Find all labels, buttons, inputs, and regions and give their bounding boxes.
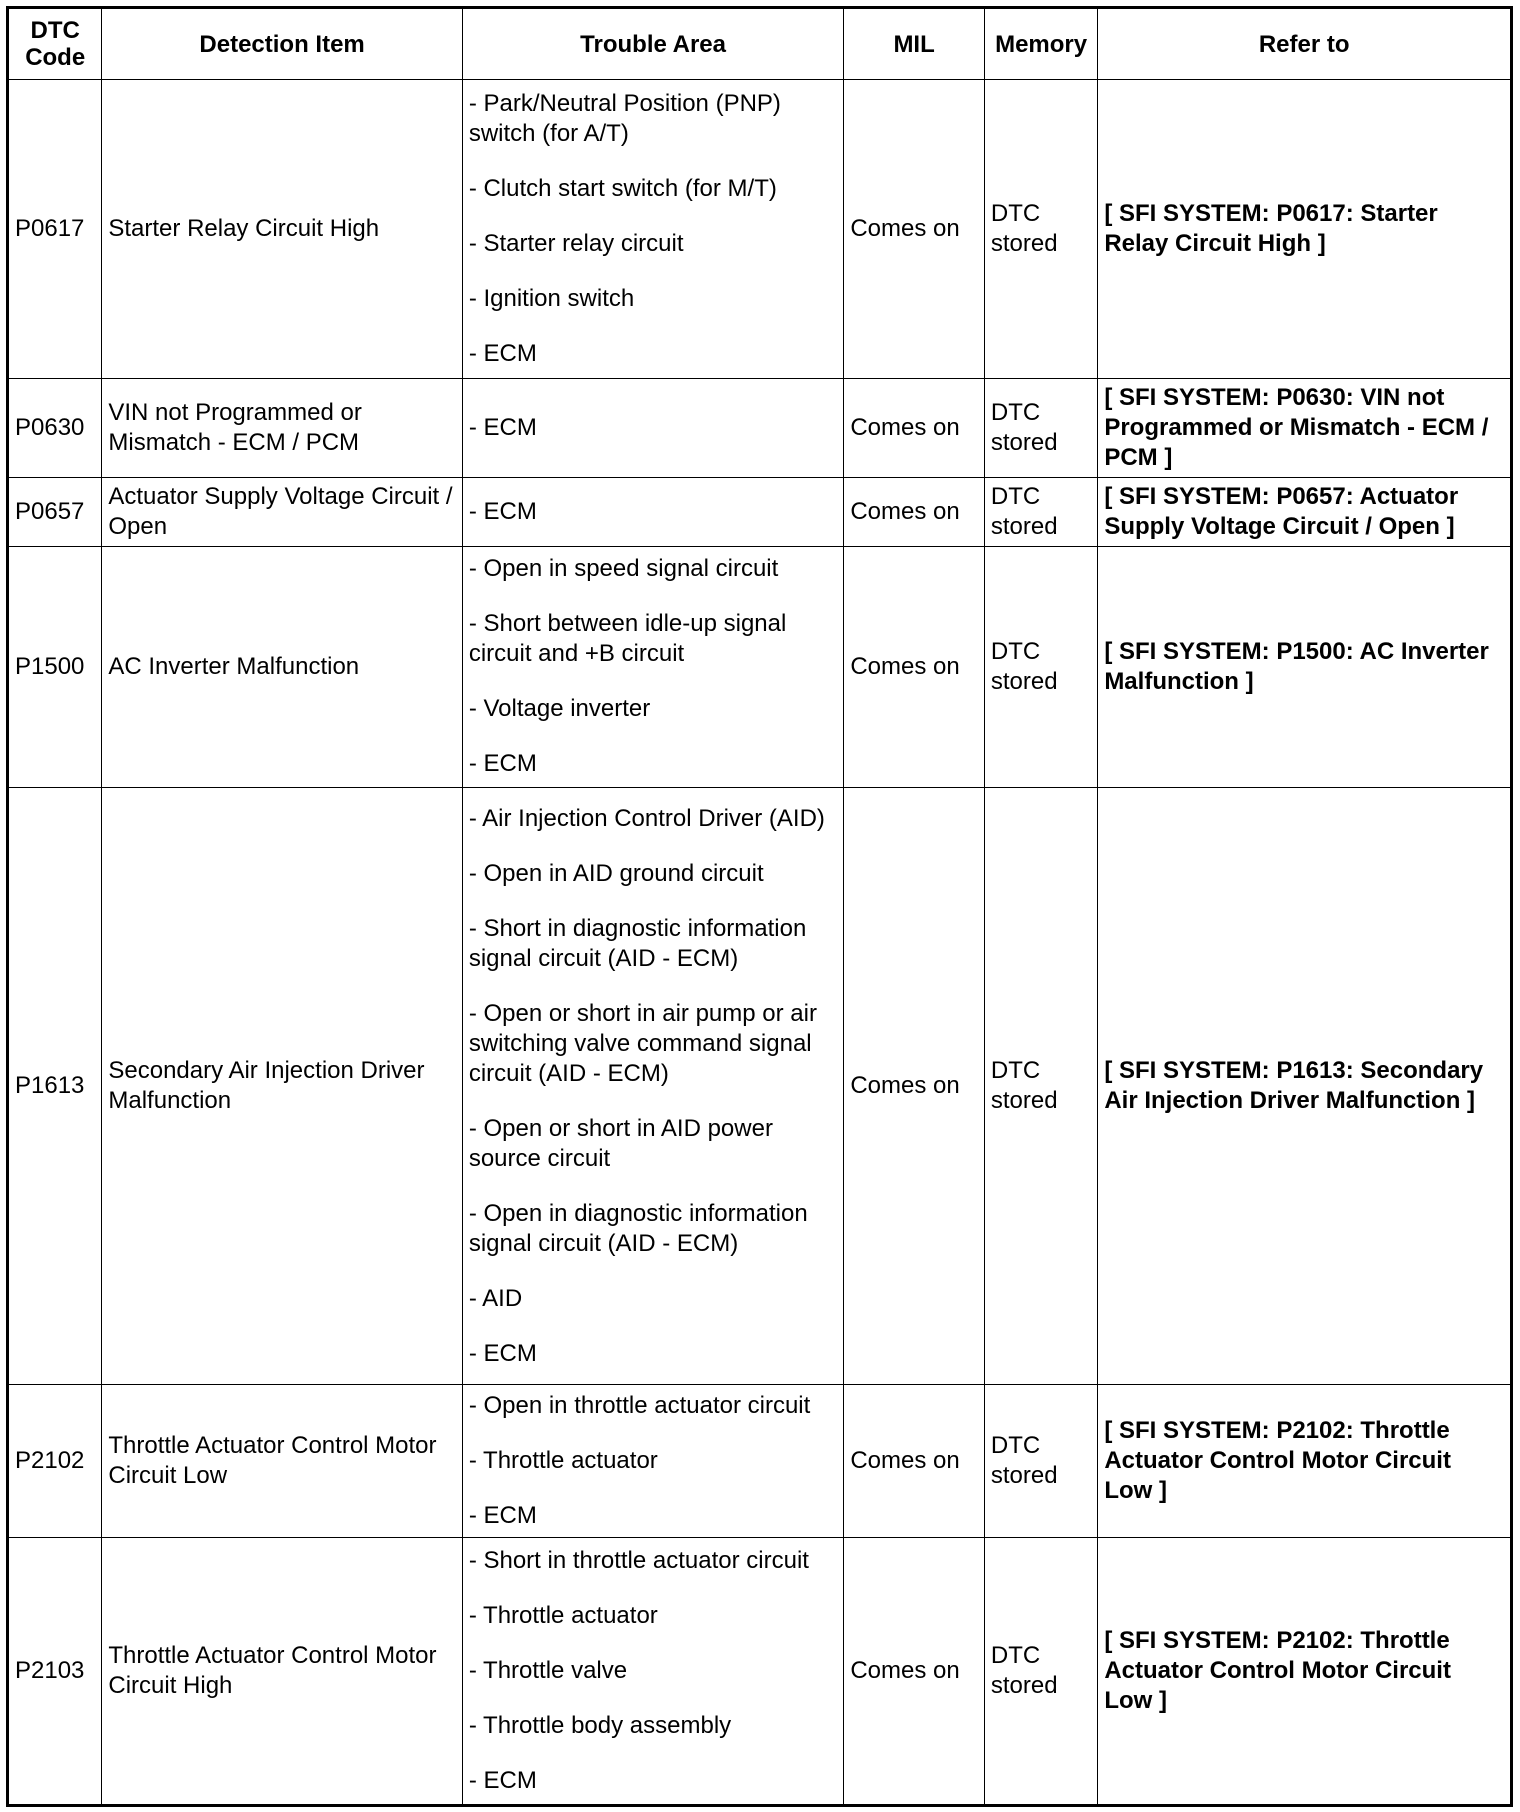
dtc-code-cell: P0617 xyxy=(8,80,102,379)
detection-item-cell: Starter Relay Circuit High xyxy=(102,80,462,379)
trouble-area-item: - ECM xyxy=(468,1766,537,1794)
trouble-area-item: - Open in AID ground circuit xyxy=(468,859,764,887)
memory-cell: DTC stored xyxy=(984,787,1097,1385)
header-refer-to: Refer to xyxy=(1098,8,1512,80)
trouble-area-item: - Short between idle-up signal circuit and +B circuit xyxy=(468,610,787,668)
trouble-area-cell xyxy=(462,1385,844,1537)
trouble-area-item: - Throttle body assembly xyxy=(468,1711,732,1739)
mil-cell: Comes on xyxy=(844,478,985,546)
refer-to-cell: [ SFI SYSTEM: P0617: Starter Relay Circuit High ] xyxy=(1098,80,1512,379)
trouble-area-cell xyxy=(462,546,844,787)
dtc-code-cell: P0657 xyxy=(8,478,102,546)
detection-item-cell: AC Inverter Malfunction xyxy=(102,546,462,787)
mil-cell: Comes on xyxy=(844,787,985,1385)
trouble-area-item: - Air Injection Control Driver (AID) xyxy=(468,804,825,832)
memory-cell: DTC stored xyxy=(984,80,1097,379)
trouble-area-item: - Park/Neutral Position (PNP) switch (for A/T) xyxy=(468,89,781,147)
header-detection-item: Detection Item xyxy=(102,8,462,80)
trouble-area-item: - Open in diagnostic information signal circuit (AID - ECM) xyxy=(468,1199,808,1257)
trouble-area-cell xyxy=(462,787,844,1385)
refer-to-cell: [ SFI SYSTEM: P2102: Throttle Actuator Control Motor Circuit Low ] xyxy=(1098,1537,1512,1805)
trouble-area-item: - Ignition switch xyxy=(468,284,635,312)
trouble-area-item: - ECM xyxy=(468,1339,537,1367)
detection-item-cell: Secondary Air Injection Driver Malfunction xyxy=(102,787,462,1385)
detection-item-cell: Throttle Actuator Control Motor Circuit High xyxy=(102,1537,462,1805)
header-dtc-code: DTC Code xyxy=(8,8,102,80)
header-mil: MIL xyxy=(844,8,985,80)
mil-cell: Comes on xyxy=(844,378,985,478)
trouble-area-item: - Throttle actuator xyxy=(468,1601,658,1629)
detection-item-cell: Actuator Supply Voltage Circuit / Open xyxy=(102,478,462,546)
trouble-area-item: - Open or short in air pump or air switching valve command signal circuit (AID - ECM) xyxy=(468,999,817,1087)
trouble-area-item: - Starter relay circuit xyxy=(468,229,684,257)
memory-cell: DTC stored xyxy=(984,546,1097,787)
trouble-area-item: - Short in diagnostic information signal circuit (AID - ECM) xyxy=(468,914,807,972)
table-row xyxy=(8,1537,1512,1805)
memory-cell: DTC stored xyxy=(984,1537,1097,1805)
memory-cell: DTC stored xyxy=(984,478,1097,546)
trouble-area-item: - Clutch start switch (for M/T) xyxy=(468,174,777,202)
dtc-code-cell: P1500 xyxy=(8,546,102,787)
trouble-area-cell xyxy=(462,478,844,546)
trouble-area-item: - ECM xyxy=(468,414,537,442)
trouble-area-item: - Short in throttle actuator circuit xyxy=(468,1546,809,1574)
trouble-area-item: - ECM xyxy=(468,498,537,526)
memory-cell: DTC stored xyxy=(984,1385,1097,1537)
mil-cell: Comes on xyxy=(844,1385,985,1537)
trouble-area-item: - AID xyxy=(468,1284,523,1312)
trouble-area-item: - Open in speed signal circuit xyxy=(468,555,779,583)
mil-cell: Comes on xyxy=(844,1537,985,1805)
dtc-code-cell: P1613 xyxy=(8,787,102,1385)
trouble-area-item: - ECM xyxy=(468,339,537,367)
table-row xyxy=(8,1385,1512,1537)
trouble-area-cell xyxy=(462,378,844,478)
header-trouble-area: Trouble Area xyxy=(462,8,844,80)
refer-to-cell: [ SFI SYSTEM: P2102: Throttle Actuator Control Motor Circuit Low ] xyxy=(1098,1385,1512,1537)
refer-to-cell: [ SFI SYSTEM: P0657: Actuator Supply Voltage Circuit / Open ] xyxy=(1098,478,1512,546)
dtc-code-cell: P2103 xyxy=(8,1537,102,1805)
trouble-area-cell xyxy=(462,1537,844,1805)
table-row xyxy=(8,478,1512,546)
table-row xyxy=(8,787,1512,1385)
refer-to-cell: [ SFI SYSTEM: P0630: VIN not Programmed or Mismatch - ECM / PCM ] xyxy=(1098,378,1512,478)
table-row xyxy=(8,80,1512,379)
dtc-code-cell: P2102 xyxy=(8,1385,102,1537)
mil-cell: Comes on xyxy=(844,546,985,787)
table-row xyxy=(8,546,1512,787)
trouble-area-item: - Open or short in AID power source circuit xyxy=(468,1114,773,1172)
mil-cell: Comes on xyxy=(844,80,985,379)
trouble-area-item: - ECM xyxy=(468,750,537,778)
refer-to-cell: [ SFI SYSTEM: P1500: AC Inverter Malfunction ] xyxy=(1098,546,1512,787)
trouble-area-item: - ECM xyxy=(468,1502,537,1529)
trouble-area-cell xyxy=(462,80,844,379)
header-memory: Memory xyxy=(984,8,1097,80)
memory-cell: DTC stored xyxy=(984,378,1097,478)
trouble-area-item: - Voltage inverter xyxy=(468,695,651,723)
trouble-area-item: - Throttle actuator xyxy=(468,1447,658,1474)
dtc-code-cell: P0630 xyxy=(8,378,102,478)
detection-item-cell: VIN not Programmed or Mismatch - ECM / PCM xyxy=(102,378,462,478)
refer-to-cell: [ SFI SYSTEM: P1613: Secondary Air Injection Driver Malfunction ] xyxy=(1098,787,1512,1385)
detection-item-cell: Throttle Actuator Control Motor Circuit Low xyxy=(102,1385,462,1537)
dtc-table xyxy=(6,6,1513,1807)
trouble-area-item: - Open in throttle actuator circuit xyxy=(468,1392,811,1419)
table-body xyxy=(8,80,1512,1806)
trouble-area-item: - Throttle valve xyxy=(468,1656,628,1684)
table-header-row xyxy=(8,8,1512,80)
table-row xyxy=(8,378,1512,478)
